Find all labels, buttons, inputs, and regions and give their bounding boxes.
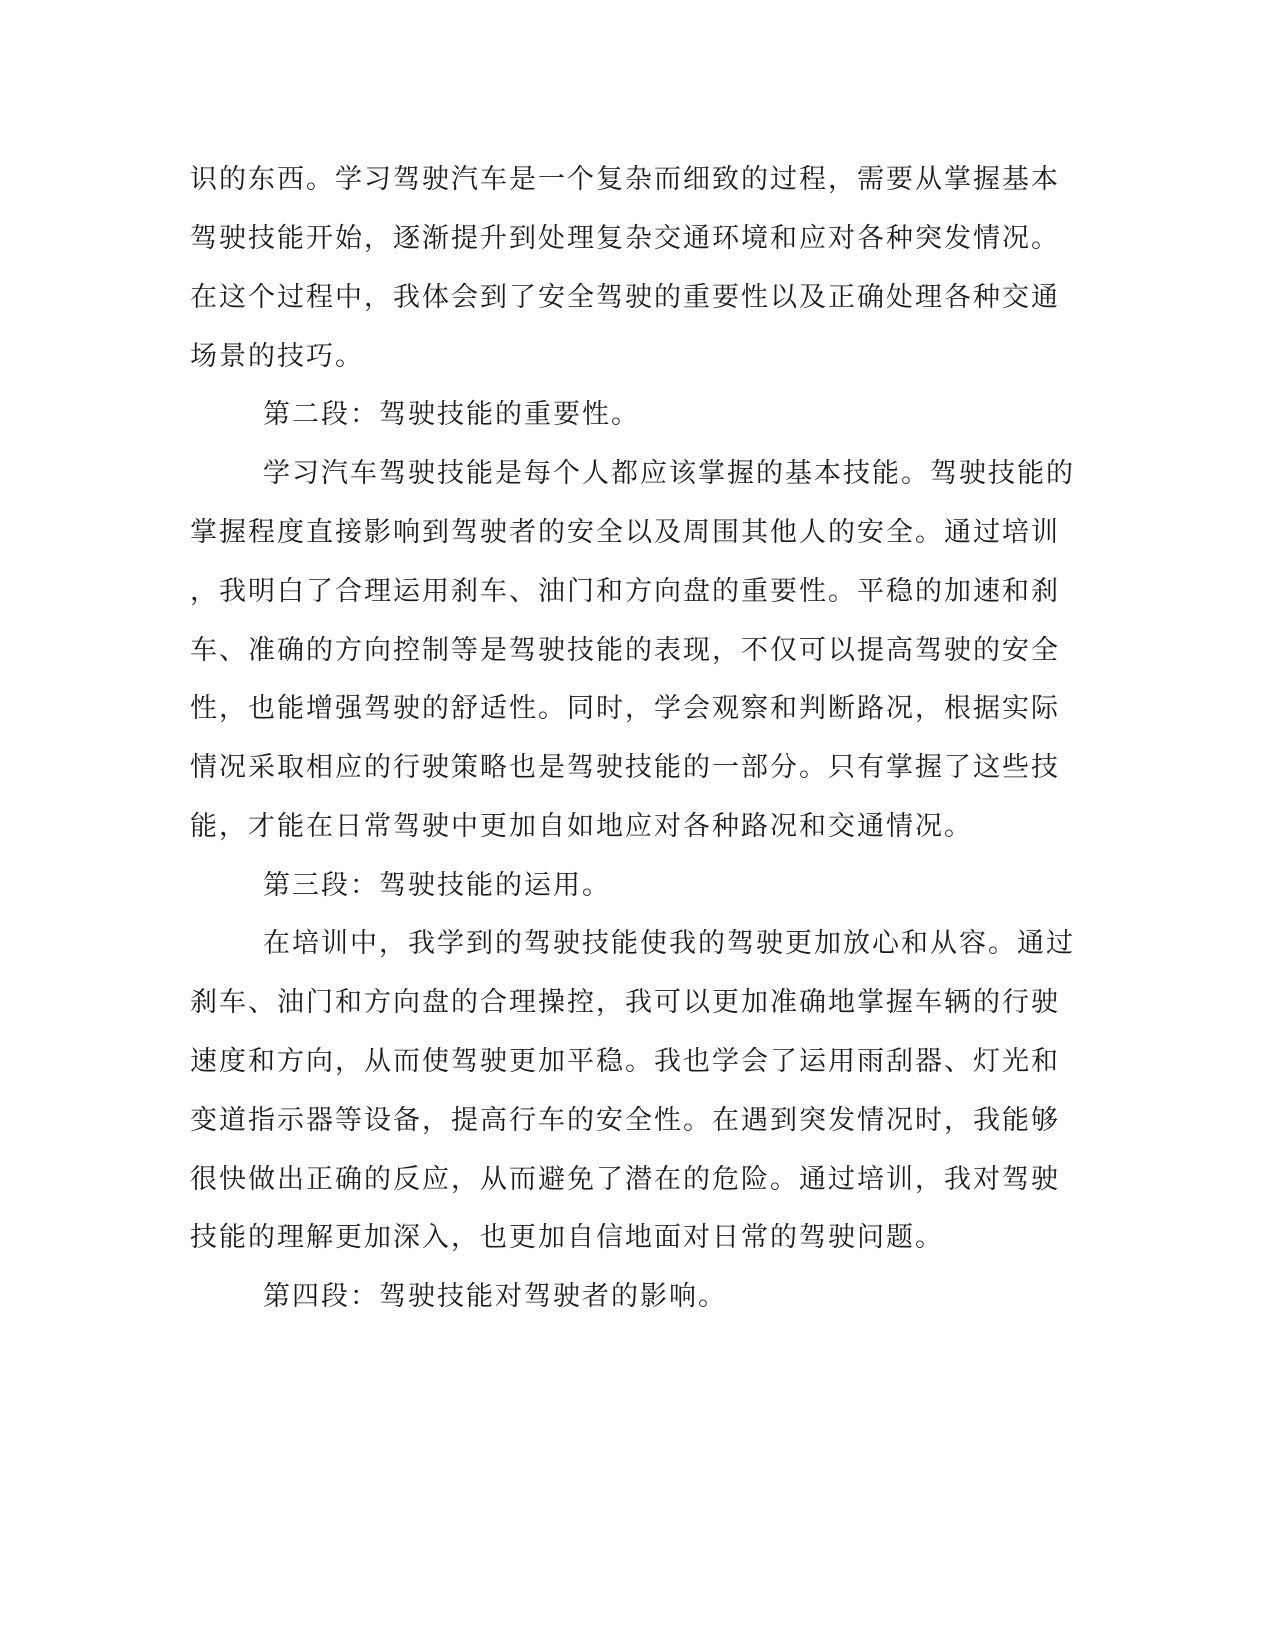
paragraph-line: 驾驶技能开始，逐渐提升到处理复杂交通环境和应对各种突发情况。 <box>190 223 1060 254</box>
paragraph-line: 速度和方向，从而使驾驶更加平稳。我也学会了运用雨刮器、灯光和 <box>190 1046 1060 1077</box>
paragraph-line: 识的东西。学习驾驶汽车是一个复杂而细致的过程，需要从掌握基本 <box>190 164 1060 195</box>
paragraph-line: 技能的理解更加深入，也更加自信地面对日常的驾驶问题。 <box>190 1222 944 1253</box>
paragraph-line: 性，也能增强驾驶的舒适性。同时，学会观察和判断路况，根据实际 <box>190 693 1060 724</box>
paragraph-line: 能，才能在日常驾驶中更加自如地应对各种路况和交通情况。 <box>190 811 973 842</box>
paragraph-line: 在培训中，我学到的驾驶技能使我的驾驶更加放心和从容。通过 <box>263 928 1075 959</box>
section-heading: 第三段：驾驶技能的运用。 <box>263 870 611 901</box>
paragraph-line: 在这个过程中，我体会到了安全驾驶的重要性以及正确处理各种交通 <box>190 282 1060 313</box>
paragraph-line: 变道指示器等设备，提高行车的安全性。在遇到突发情况时，我能够 <box>190 1105 1060 1136</box>
paragraph-line: 刹车、油门和方向盘的合理操控，我可以更加准确地掌握车辆的行驶 <box>190 987 1060 1018</box>
section-heading: 第四段：驾驶技能对驾驶者的影响。 <box>263 1281 727 1312</box>
paragraph-line: 情况采取相应的行驶策略也是驾驶技能的一部分。只有掌握了这些技 <box>190 752 1060 783</box>
paragraph-line: 很快做出正确的反应，从而避免了潜在的危险。通过培训，我对驾驶 <box>190 1164 1060 1195</box>
paragraph-line: 学习汽车驾驶技能是每个人都应该掌握的基本技能。驾驶技能的 <box>263 458 1075 489</box>
paragraph-line: 车、准确的方向控制等是驾驶技能的表现，不仅可以提高驾驶的安全 <box>190 635 1060 666</box>
paragraph-line: 掌握程度直接影响到驾驶者的安全以及周围其他人的安全。通过培训 <box>190 517 1060 548</box>
paragraph-line: ，我明白了合理运用刹车、油门和方向盘的重要性。平稳的加速和刹 <box>190 576 1060 607</box>
section-heading: 第二段：驾驶技能的重要性。 <box>263 399 640 430</box>
paragraph-line: 场景的技巧。 <box>190 341 364 372</box>
